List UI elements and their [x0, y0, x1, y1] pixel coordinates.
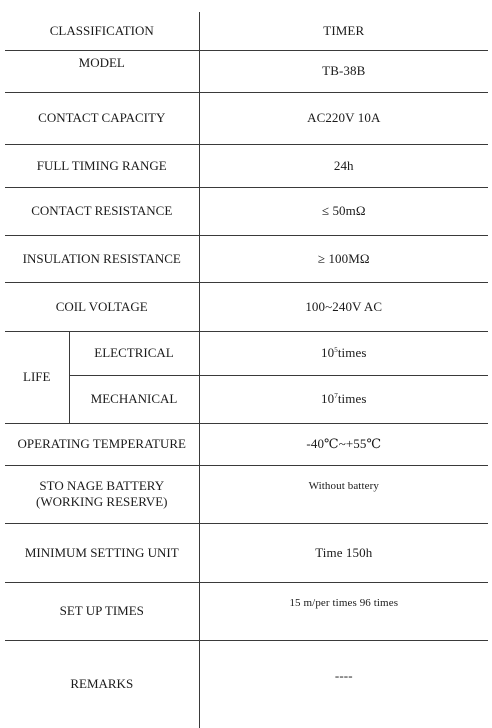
label-life-electrical: ELECTRICAL: [69, 331, 199, 375]
value-set-up-times: 15 m/per times 96 times: [289, 597, 399, 609]
label-contact-resistance: CONTACT RESISTANCE: [5, 187, 199, 235]
value-contact-resistance: ≤ 50mΩ: [321, 203, 366, 218]
label-operating-temperature: OPERATING TEMPERATURE: [5, 423, 199, 465]
value-storage-battery: Without battery: [308, 480, 379, 492]
spec-table: [5, 12, 488, 728]
label-classification: CLASSIFICATION: [5, 12, 199, 50]
label-insulation-resistance: INSULATION RESISTANCE: [5, 235, 199, 282]
row-storage-battery: [5, 465, 488, 523]
row-coil-voltage: [5, 282, 488, 331]
row-contact-capacity: [5, 92, 488, 144]
label-coil-voltage: COIL VOLTAGE: [5, 282, 199, 331]
row-operating-temperature: [5, 423, 488, 465]
value-life-mechanical: $10^7times$: [321, 391, 367, 406]
label-life-mechanical: MECHANICAL: [69, 375, 199, 423]
row-set-up-times: [5, 582, 488, 640]
label-model: MODEL: [78, 55, 125, 70]
label-set-up-times: SET UP TIMES: [5, 582, 199, 640]
value-minimum-setting-unit: Time 150h: [315, 544, 373, 560]
electrical-exponent: 5: [334, 346, 338, 354]
row-contact-resistance: [5, 187, 488, 235]
row-full-timing-range: [5, 144, 488, 187]
label-remarks: REMARKS: [5, 640, 199, 728]
row-minimum-setting-unit: [5, 523, 488, 582]
row-model: [5, 50, 488, 92]
label-contact-capacity: CONTACT CAPACITY: [5, 92, 199, 144]
value-contact-capacity: AC220V 10A: [307, 110, 381, 125]
label-full-timing-range: FULL TIMING RANGE: [5, 144, 199, 187]
value-insulation-resistance: ≥ 100MΩ: [317, 250, 370, 266]
mechanical-exponent: 7: [334, 392, 338, 400]
row-life-mechanical: [5, 375, 488, 423]
value-coil-voltage: 100~240V AC: [305, 298, 383, 314]
row-insulation-resistance: [5, 235, 488, 282]
value-remarks: ----: [334, 668, 353, 684]
label-minimum-setting-unit: MINIMUM SETTING UNIT: [5, 523, 199, 582]
label-life: LIFE: [5, 331, 69, 423]
value-life-electrical: $10^5times$: [321, 345, 367, 360]
value-classification: TIMER: [323, 22, 365, 38]
value-full-timing-range: 24h: [333, 157, 354, 173]
label-storage-battery: STO NAGE BATTERY (WORKING RESERVE): [5, 465, 199, 523]
value-model: TB-38B: [322, 63, 366, 78]
row-remarks: [5, 640, 488, 728]
row-classification: [5, 12, 488, 50]
row-life-electrical: [5, 331, 488, 375]
value-operating-temperature: -40℃~+55℃: [306, 436, 382, 451]
